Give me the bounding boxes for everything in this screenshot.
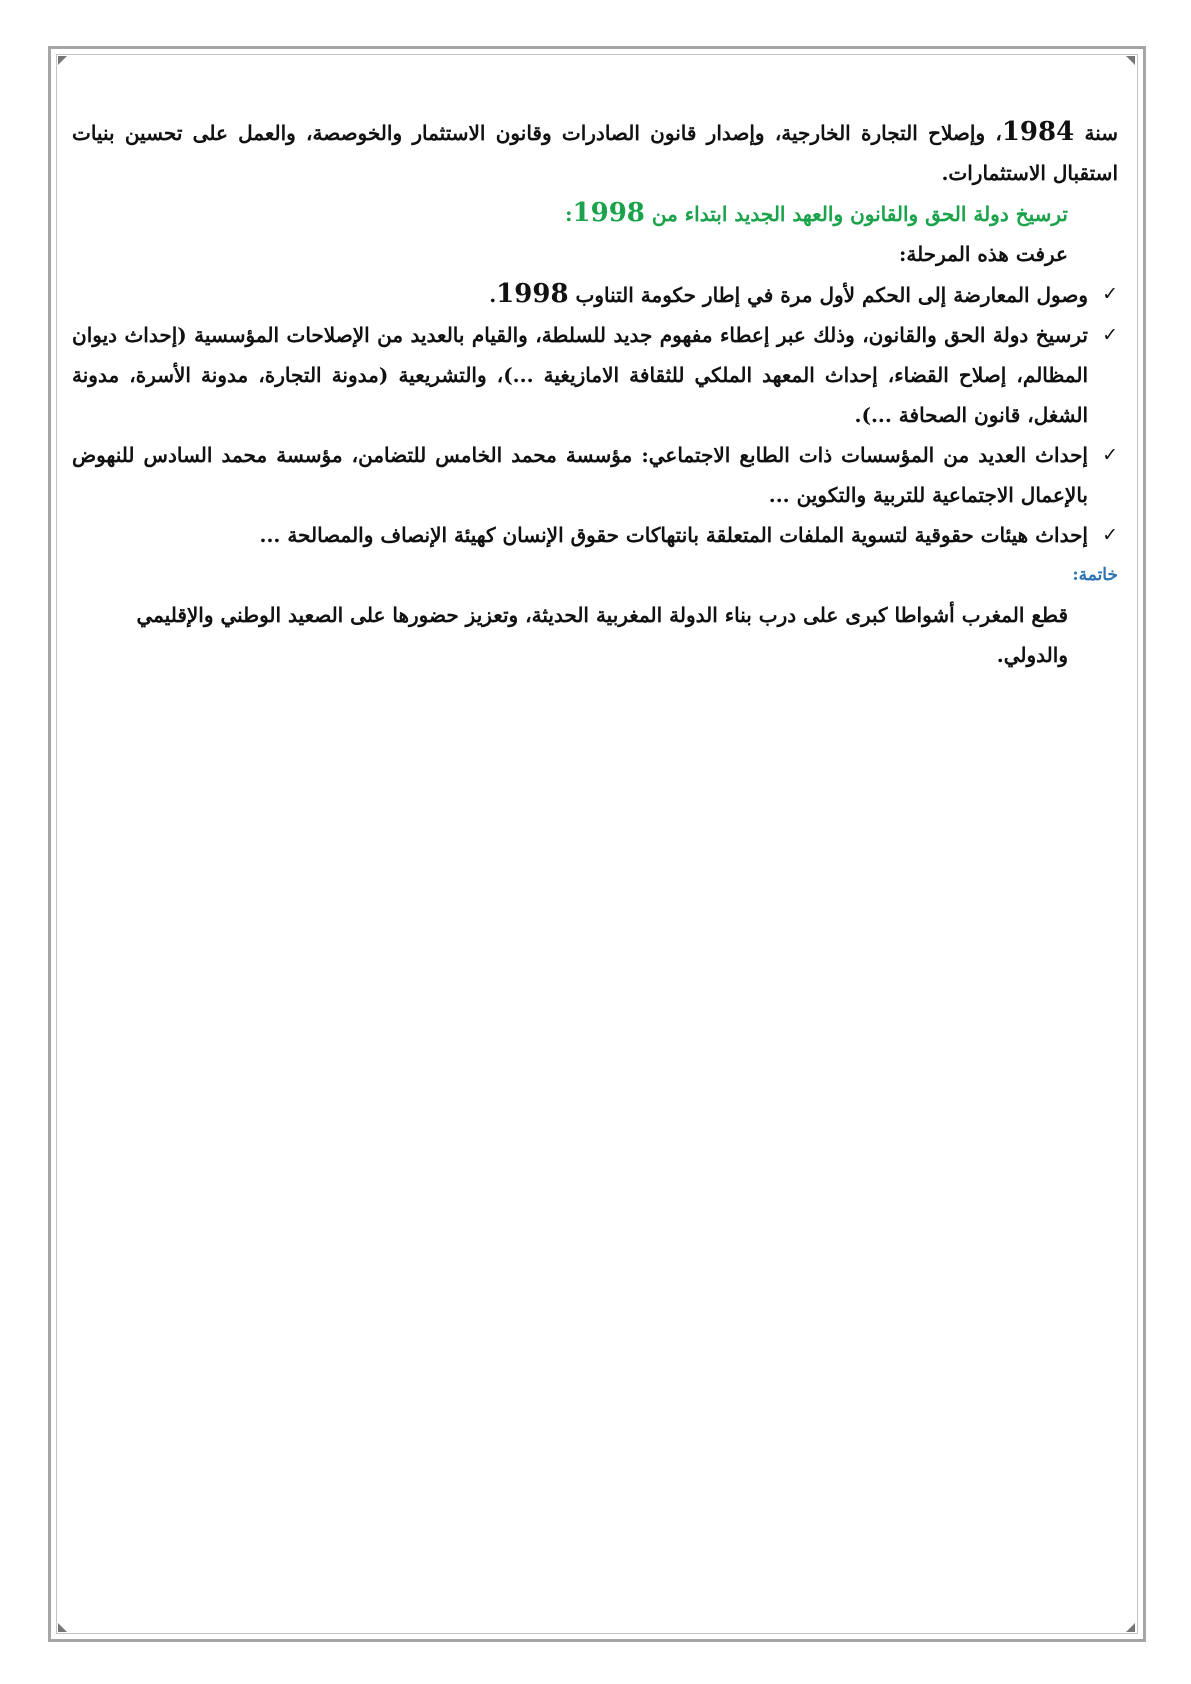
- checkmark-icon: ✓: [1102, 324, 1118, 346]
- checklist-item-text: إحداث العديد من المؤسسات ذات الطابع الاجتماعي: مؤسسة محمد الخامس للتضامن، مؤسسة محمد السادس للنهوض بالإعمال الاجتماعية للتربية والتكوين ...: [72, 443, 1088, 507]
- corner-ornament-top-right: [1126, 56, 1135, 65]
- checklist-item: [72, 435, 1118, 515]
- intro-prefix: سنة: [1074, 121, 1118, 145]
- checklist-item-suffix: .: [489, 283, 497, 307]
- checklist-item: [72, 515, 1118, 555]
- document-body: [72, 112, 1118, 675]
- checklist-item-text: ترسيخ دولة الحق والقانون، وذلك عبر إعطاء مفهوم جديد للسلطة، والقيام بالعديد من الإصلاحات المؤسسية (إحداث ديوان المظالم، إصلاح القضاء، إحداث المعهد الملكي للثقافة الامازيغية ...)، والتشريعية (مدونة التجارة، مدونة الأسرة، مدونة الشغل، قانون الصحافة ...).: [72, 323, 1088, 427]
- section-heading-year: 1998: [572, 198, 645, 228]
- checklist-item-text: إحداث هيئات حقوقية لتسوية الملفات المتعلقة بانتهاكات حقوق الإنسان كهيئة الإنصاف والمصالحة ...: [259, 523, 1088, 547]
- section-subheading: عرفت هذه المرحلة:: [899, 242, 1068, 266]
- checklist-item: [72, 315, 1118, 435]
- conclusion-text: قطع المغرب أشواطا كبرى على درب بناء الدولة المغربية الحديثة، وتعزيز حضورها على الصعيد الوطني والإقليمي والدولي.: [136, 603, 1068, 667]
- corner-ornament-bottom-left: [58, 1623, 67, 1632]
- corner-ornament-bottom-right: [1126, 1623, 1135, 1632]
- section-heading: [72, 193, 1118, 234]
- checkmark-icon: ✓: [1102, 524, 1118, 546]
- checklist-item: [72, 274, 1118, 315]
- checklist-item-text: وصول المعارضة إلى الحكم لأول مرة في إطار حكومة التناوب: [568, 283, 1088, 307]
- checkmark-icon: ✓: [1102, 283, 1118, 305]
- section-heading-suffix: :: [565, 202, 573, 226]
- intro-paragraph: [72, 112, 1118, 193]
- conclusion-heading: خاتمة:: [1072, 565, 1118, 585]
- section-heading-text: ترسيخ دولة الحق والقانون والعهد الجديد ابتداء من: [644, 202, 1068, 226]
- checkmark-icon: ✓: [1102, 444, 1118, 466]
- checklist-item-year: 1998: [496, 279, 569, 309]
- corner-ornament-top-left: [58, 56, 67, 65]
- intro-text: ، وإصلاح التجارة الخارجية، وإصدار قانون الصادرات وقانون الاستثمار والخوصصة، والعمل على تحسين بنيات استقبال الاستثمارات.: [72, 121, 1118, 185]
- checklist: [72, 274, 1118, 555]
- intro-year: 1984: [1001, 117, 1075, 147]
